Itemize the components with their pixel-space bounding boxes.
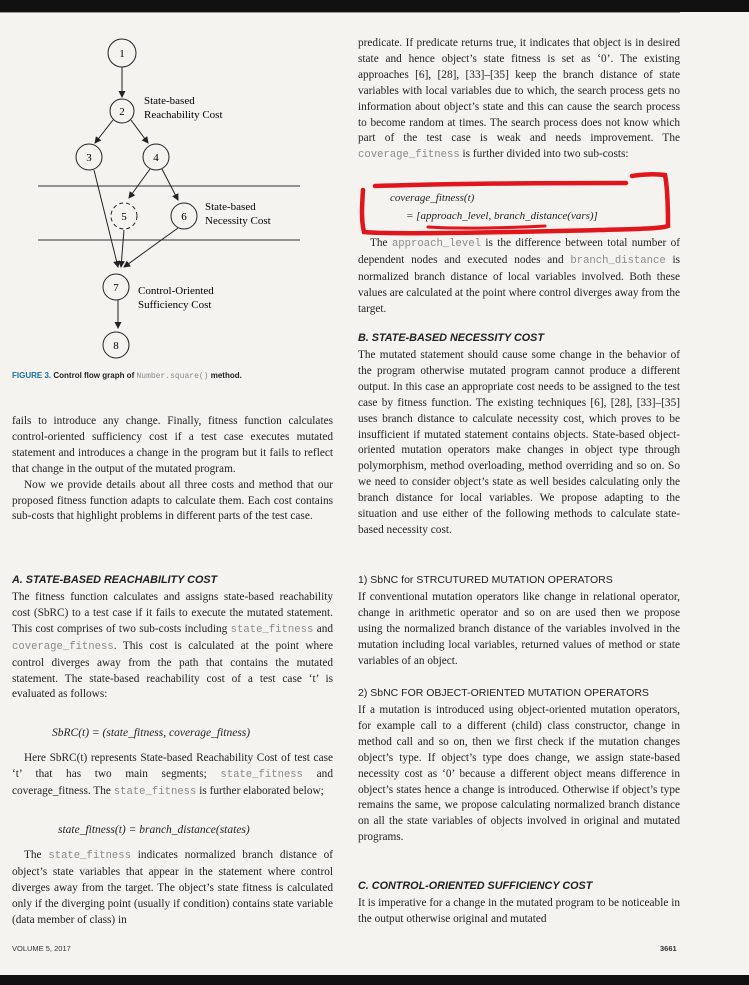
red-annotation	[0, 0, 749, 260]
subheading-1: 1) SbNC for STRCUTURED MUTATION OPERATORS	[358, 574, 613, 586]
equation-state-fitness: state_fitness(t) = branch_distance(states)	[58, 824, 250, 836]
footer-volume: VOLUME 5, 2017	[12, 944, 71, 953]
heading-a: A. STATE-BASED REACHABILITY COST	[12, 574, 218, 586]
svg-text:7: 7	[113, 282, 119, 294]
svg-text:2: 2	[119, 106, 125, 118]
heading-b: B. STATE-BASED NECESSITY COST	[358, 332, 544, 344]
right-paragraph-5: If a mutation is introduced using object-oriented mutation operators, for example call to a different (child) class constructor, change in method call and so on, then we first check if the mutation changes object’s type. If object’s type does change, we assign state-based necessity cost as ‘0’ because a different object means difference in object’s states hence a change is introduced. Otherwise if object’s type remains the same, we propose calculating normalized branch distance on all the state variables of objects involved in original and mutated programs.	[358, 704, 680, 844]
label-sufficiency-1: Control-Oriented	[138, 285, 214, 297]
svg-text:4: 4	[153, 152, 159, 164]
figure-caption: FIGURE 3. Control flow graph of Number.square() method.	[12, 371, 242, 381]
right-paragraph-3: The mutated statement should cause some change in the behavior of the program otherwise mutated program cannot produce a different output. In this case an appropriate cost needs to be assigned to the test case by fitness function. The existing techniques [6], [28], [33]–[35] uses branch distance to calculate necessity cost, which proves to be insufficient if mutated statement contains objects. State-based object-oriented mutation operators make changes in object type through polymorphism, method overloading, method overriding and so on. So we need to consider object’s state as well besides calculating only the branch distance for local variables. We propose adapting to the situation and use either of the following methods to calculate state-based necessity cost.	[358, 349, 680, 536]
right-paragraph-5-block	[358, 703, 680, 846]
subheading-2: 2) SbNC FOR OBJECT-ORIENTED MUTATION OPERATORS	[358, 687, 649, 699]
svg-text:8: 8	[113, 340, 119, 352]
left-paragraph-4: Here SbRC(t) represents State-based Reachability Cost of test case ‘t’ that has two main segments; state_fitness and coverage_fitness. The state_fitness is further elaborated below;	[12, 752, 333, 798]
heading-c: C. CONTROL-ORIENTED SUFFICIENCY COST	[358, 880, 593, 892]
label-necessity-2: Necessity Cost	[205, 215, 271, 227]
node-8	[103, 332, 129, 358]
label-sufficiency-2: Sufficiency Cost	[138, 299, 212, 311]
equation-sbrc: SbRC(t) = (state_fitness, coverage_fitness)	[52, 727, 251, 739]
right-paragraph-3-block	[358, 348, 680, 539]
equation-coverage-line-1: coverage_fitness(t)	[390, 192, 475, 204]
left-section-a-text	[12, 590, 333, 703]
equation-coverage-line-2: = [approach_level, branch_distance(vars)]	[406, 210, 598, 222]
left-paragraph-5-block	[12, 848, 333, 929]
node-7	[103, 274, 129, 300]
left-intro-text	[12, 414, 333, 525]
right-paragraph-2-block	[358, 236, 680, 318]
label-reachability-1: State-based	[144, 95, 195, 107]
svg-text:6: 6	[181, 211, 187, 223]
svg-text:5: 5	[121, 211, 127, 223]
right-paragraph-6: It is imperative for a change in the mutated program to be noticeable in the output otherwise original and mutated	[358, 897, 680, 925]
right-paragraph-2: The approach_level is the difference between total number of dependent nodes and executed nodes and branch_distance is normalized branch distance of local variables involved. Both these values are calculated at the point where control diverges away from the target.	[358, 237, 681, 315]
left-paragraph-5: The state_fitness indicates normalized branch distance of object’s state variables that appear in the statement where control diverges away from the target. The object’s state fitness is calculated only if the diverging point (usually if condition) contains state variable (data member of class) in	[12, 849, 334, 926]
label-reachability-2: Reachability Cost	[144, 109, 223, 121]
footer-page-number: 3661	[660, 944, 677, 953]
label-necessity-1: State-based	[205, 201, 256, 213]
svg-text:1: 1	[119, 48, 125, 60]
left-paragraph-2: Now we provide details about all three costs and method that our proposed fitness function adapts to calculate them. Each cost contains sub-costs that highlight problems in different parts of the test case.	[12, 478, 333, 523]
left-paragraph-1: fails to introduce any change. Finally, fitness function calculates control-oriented sufficiency cost if a test case executes mutated statement and introduces a change in the program but it fails to reflect that change in the output of the mutated program.	[12, 415, 333, 475]
left-paragraph-4-block	[12, 751, 333, 801]
right-paragraph-1: predicate. If predicate returns true, it indicates that object is in desired state and hence object’s state fitness is set as ‘0’. The existing approaches [6], [28], [33]–[35] keep the branch distance of state variables with local variables due to which, the search process gets no information about object’s state and this can cause the search process to become random at times. The search process does not know which part of the test case is weak and needs improvement. The coverage_fitness is further divided into two sub-costs:	[358, 37, 680, 162]
svg-text:3: 3	[86, 152, 92, 164]
right-paragraph-6-block	[358, 896, 680, 928]
right-paragraph-4: If conventional mutation operators like change in relational operator, change in arithmetic operator and so on are used then we propose using the normalized branch distance of the variables involved in the mutation including local variables, returned values of method or state variables of an object.	[358, 591, 680, 667]
right-paragraph-4-block	[358, 590, 680, 670]
left-paragraph-3: The fitness function calculates and assigns state-based reachability cost (SbRC) to a test case if it fails to execute the mutated statement. This cost comprises of two sub-costs including state_fitness and coverage_fitness. This cost is calculated at the point where control diverges away from the path that contains the mutated statement. The state-based reachability cost of a test case ‘t’ is evaluated as follows:	[12, 591, 333, 701]
